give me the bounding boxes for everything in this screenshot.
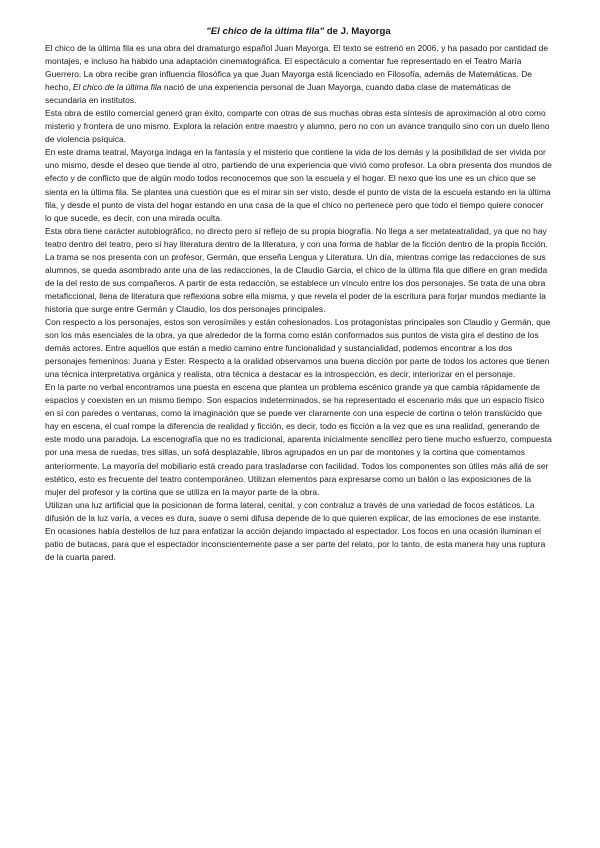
paragraph-text: El chico de la última fila es una obra del dramaturgo español Juan Mayorga. El texto se estrenó en 2006, y ha pasado por cantidad de montajes, e incluso ha habido una adaptación cinematográfica. El espectáculo a comentar fue representado en el Teatro María Guerrero. La obra recibe gran influencia filosófica ya que Juan Mayorga está licenciado en Filosofía, además de Matemáticas. De hecho, [45, 43, 549, 93]
document-title [45, 26, 552, 38]
paragraph-style: Esta obra de estilo comercial generó gran éxito, comparte con otras de sus muchas obras esta síntesis de aproximación al otro como misterio y frontera de uno mismo. Explora la relación entre maestro y alumno, pero no con un avance tranquilo sino con un duelo lleno de violencia psíquica. [45, 108, 550, 145]
paragraph-drama: En este drama teatral, Mayorga indaga en la fantasía y el misterio que contiene la vida de los demás y la posibilidad de ser vivida por uno mismo, desde el deseo que tiende al otro, partiendo de una experiencia que vivió como profesor. La obra presenta dos mundos de efecto y de conflicto que de algún modo todos reconocemos que son la escuela y el hogar. El nexo que los une es un chico que se sienta en la última fila. Se plantea una cuestión que es el mirar sin ser visto, desde el punto de vista de la escuela estando en la última fila, y desde el punto de vista del hogar estando en una casa de la que el chico no pertenece pero que todo el tiempo quiere conocer lo que sucede, es decir, con una mirada oculta. [45, 147, 552, 223]
work-title-inline: El chico de la última fila [72, 82, 162, 93]
paragraph-characters: Con respecto a los personajes, estos son verosímiles y están cohesionados. Los protagonistas principales son Claudio y Germán, que son los más esenciales de la obra, ya que alrededor de la forma como están conformados sus puntos de vista gira el destino de los demás actores. Entre aquellos que están a medio camino entre funcionalidad y sustancialidad, podemos encontrar a los dos personajes femeninos: Juana y Ester. Respecto a la oralidad observamos una buena dicción por parte de todos los actores que tienen una técnica interpretativa orgánica y realista, otra técnica a destacar es la introspección, es decir, interiorizar en el personaje. [45, 316, 551, 380]
paragraph-autobiographical: Esta obra tiene carácter autobiográfico, no directo pero sí reflejo de su propia biografía. No llega a ser metateatralidad, ya que no hay teatro dentro del teatro, pero sí hay literatura dentro de la literatura, y con una forma de hablar de la ficción dentro de la propia ficción. [45, 225, 548, 249]
work-title: "El chico de la última fila" [206, 26, 325, 37]
paragraph-plot: La trama se nos presenta con un profesor, Germán, que enseña Lengua y Literatura. Un día, mientras corrige las redacciones de sus alumnos, se queda asombrado ante una de las redacciones, la de Claudio Garcia, el chico de la última fila que difiere en gran medida de la del resto de sus compañeros. A partir de esta redacción, se establece un vínculo entre los dos personajes. Se trata de una obra metaficcional, llena de literatura que reflexiona sobre ella misma, y que revela el poder de la escritura para forjar mundos mediante la historia que surge entre Germán y Claudio, los dos personajes principales. [45, 251, 548, 314]
paragraph-text: nació de una experiencia personal de Juan Mayorga, cuando daba clase de matemáticas de secundaria en institutos. [45, 82, 511, 106]
author-credit: de J. Mayorga [324, 26, 391, 37]
paragraph-staging: En la parte no verbal encontramos una puesta en escena que plantea un problema escénico grande ya que cambia rápidamente de espacios y coexisten en un mismo tiempo. Son espacios indeterminados, se ha representado el escenario más que un espacio físico en sí con paredes o ventanas, como la imaginación que se puede ver claramente con una especie de cortina o telón translúcido que hay en escena, el cual rompe la diferencia de realidad y ficción, es decir, todo es ficción a la vez que es una realidad, generando de este modo una paradoja. La escenografía que no es tradicional, aparenta inicialmente sencillez pero tiene mucho esfuerzo, compuesta por una mesa de ruedas, tres sillas, un sofá desplazable, libros agrupados en un par de montones y la cortina que comentamos anteriormente. La mayoría del mobiliario está creado para trasladarse con facilidad. Todos los componentes son útiles más allá de ser estético, esto es frecuente del teatro contemporáneo. Utilizan elementos para expresarse como un balón o las exposiciones de la mujer del profesor y la cortina que se utiliza en la mayor parte de la obra. [45, 382, 552, 497]
paragraph-lighting: Utilizan una luz artificial que la posicionan de forma lateral, cenital, y con contraluz a través de una variedad de focos estáticos. La difusión de la luz varía, a veces es dura, suave o semi difusa depende de lo que quieren explicar, de las emociones de ese instante. En ocasiones había destellos de luz para enfatizar la acción dejando impactado al espectador. Los focos en una ocasión iluminan el patio de butacas, para que el espectador inconscientemente pase a ser parte del relato, por lo tanto, de esta manera hay una ruptura de la cuarta pared. [45, 499, 546, 562]
paragraph-intro [45, 42, 552, 107]
